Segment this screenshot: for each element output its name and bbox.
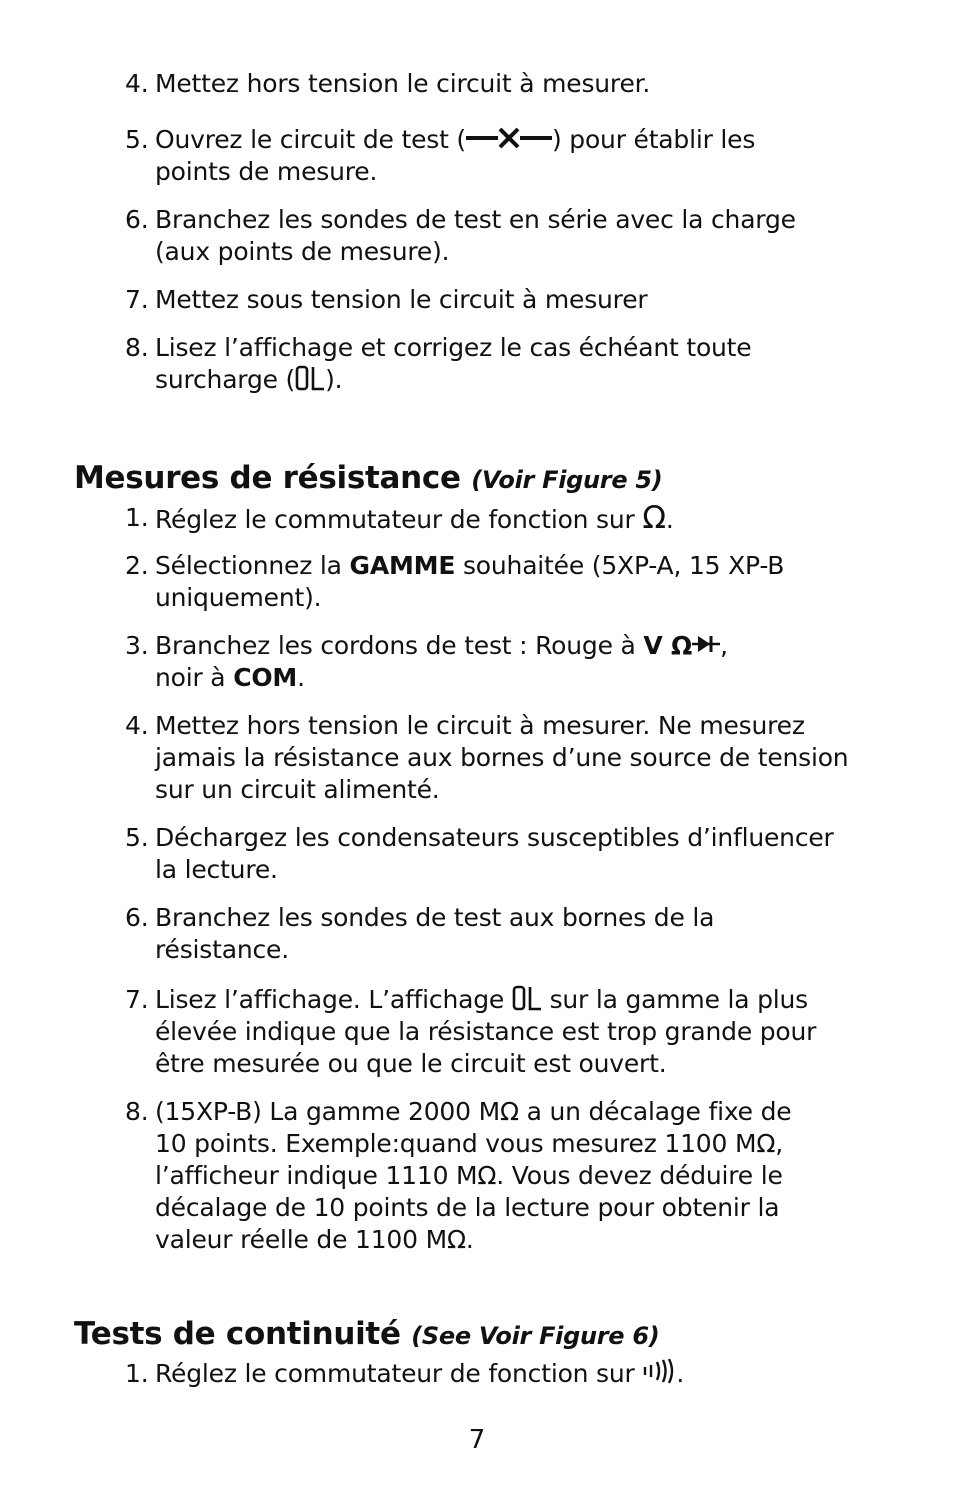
item-number: 5. (125, 125, 149, 154)
item-text: Mettez hors tension le circuit à mesurer. Ne mesurez (155, 711, 805, 740)
item-number: 7. (125, 985, 149, 1014)
item-number: 4. (125, 711, 149, 740)
item-text: sur un circuit alimenté. (155, 775, 440, 804)
section-title: Mesures de résistance (74, 460, 461, 496)
item-text: Lisez l’affichage. L’affichage (155, 985, 512, 1014)
ohm-symbol: Ω (642, 500, 666, 536)
item-number: 1. (125, 503, 149, 532)
item-text: Sélectionnez la (155, 551, 350, 580)
item-text: noir à (155, 663, 234, 692)
overload-ol-icon (512, 985, 542, 1011)
figure-reference: (Voir Figure 5) (471, 466, 663, 494)
item-text: . (297, 663, 305, 692)
figure-reference: (See Voir Figure 6) (411, 1322, 660, 1350)
item-text-bold: V Ω (643, 631, 693, 660)
item-number: 6. (125, 205, 149, 234)
item-number: 8. (125, 1097, 149, 1126)
item-text: (aux points de mesure). (155, 237, 450, 266)
item-text: Lisez l’affichage et corrigez le cas échéant toute (155, 333, 752, 362)
item-text: l’afficheur indique 1110 MΩ. Vous devez déduire le (155, 1161, 783, 1190)
item-text: Mettez sous tension le circuit à mesurer (155, 285, 648, 314)
item-text: Réglez le commutateur de fonction sur (155, 505, 643, 534)
item-text: jamais la résistance aux bornes d’une source de tension (155, 743, 849, 772)
item-number: 4. (125, 69, 149, 98)
item-text-bold: COM (233, 663, 298, 692)
item-text: ) pour établir les (551, 125, 756, 154)
item-text: sur la gamme la plus (541, 985, 809, 1014)
overload-ol-icon (295, 365, 325, 391)
item-text: points de mesure. (155, 157, 378, 186)
continuity-sound-icon (642, 1358, 676, 1384)
item-text: valeur réelle de 1100 MΩ. (155, 1225, 474, 1254)
item-text: . (665, 505, 674, 534)
item-text: Branchez les sondes de test aux bornes de la (155, 903, 715, 932)
item-text: 10 points. Exemple:quand vous mesurez 1100 MΩ, (155, 1129, 783, 1158)
item-number: 5. (125, 823, 149, 852)
item-text: , (720, 631, 728, 660)
item-number: 2. (125, 551, 149, 580)
section-heading-continuity (74, 1314, 659, 1356)
item-text: (15XP-B) La gamme 2000 MΩ a un décalage fixe de (155, 1097, 792, 1126)
item-number: 8. (125, 333, 149, 362)
section-title: Tests de continuité (74, 1316, 401, 1352)
section-heading-resistance (74, 458, 662, 500)
page-number: 7 (468, 1425, 486, 1455)
open-circuit-icon (466, 126, 552, 150)
item-text: . (676, 1359, 685, 1388)
item-text: élevée indique que la résistance est trop grande pour (155, 1017, 817, 1046)
item-text: surcharge ( (155, 365, 296, 394)
item-number: 1. (125, 1359, 149, 1388)
item-text: décalage de 10 points de la lecture pour obtenir la (155, 1193, 780, 1222)
item-text: Déchargez les condensateurs susceptibles d’influencer (155, 823, 834, 852)
item-text: Mettez hors tension le circuit à mesurer. (155, 69, 651, 98)
item-text: ). (325, 365, 343, 394)
item-text: Ouvrez le circuit de test ( (155, 125, 466, 154)
item-number: 6. (125, 903, 149, 932)
item-text-bold: GAMME (349, 551, 456, 580)
item-number: 3. (125, 631, 149, 660)
item-text: Branchez les sondes de test en série avec la charge (155, 205, 796, 234)
item-number: 7. (125, 285, 149, 314)
item-text: Réglez le commutateur de fonction sur (155, 1359, 643, 1388)
item-text: Branchez les cordons de test : Rouge à (155, 631, 644, 660)
diode-icon (692, 633, 720, 655)
item-text: résistance. (155, 935, 289, 964)
item-text: la lecture. (155, 855, 278, 884)
item-text: être mesurée ou que le circuit est ouvert. (155, 1049, 667, 1078)
item-text: uniquement). (155, 583, 322, 612)
item-text: souhaitée (5XP-A, 15 XP-B (455, 551, 785, 580)
